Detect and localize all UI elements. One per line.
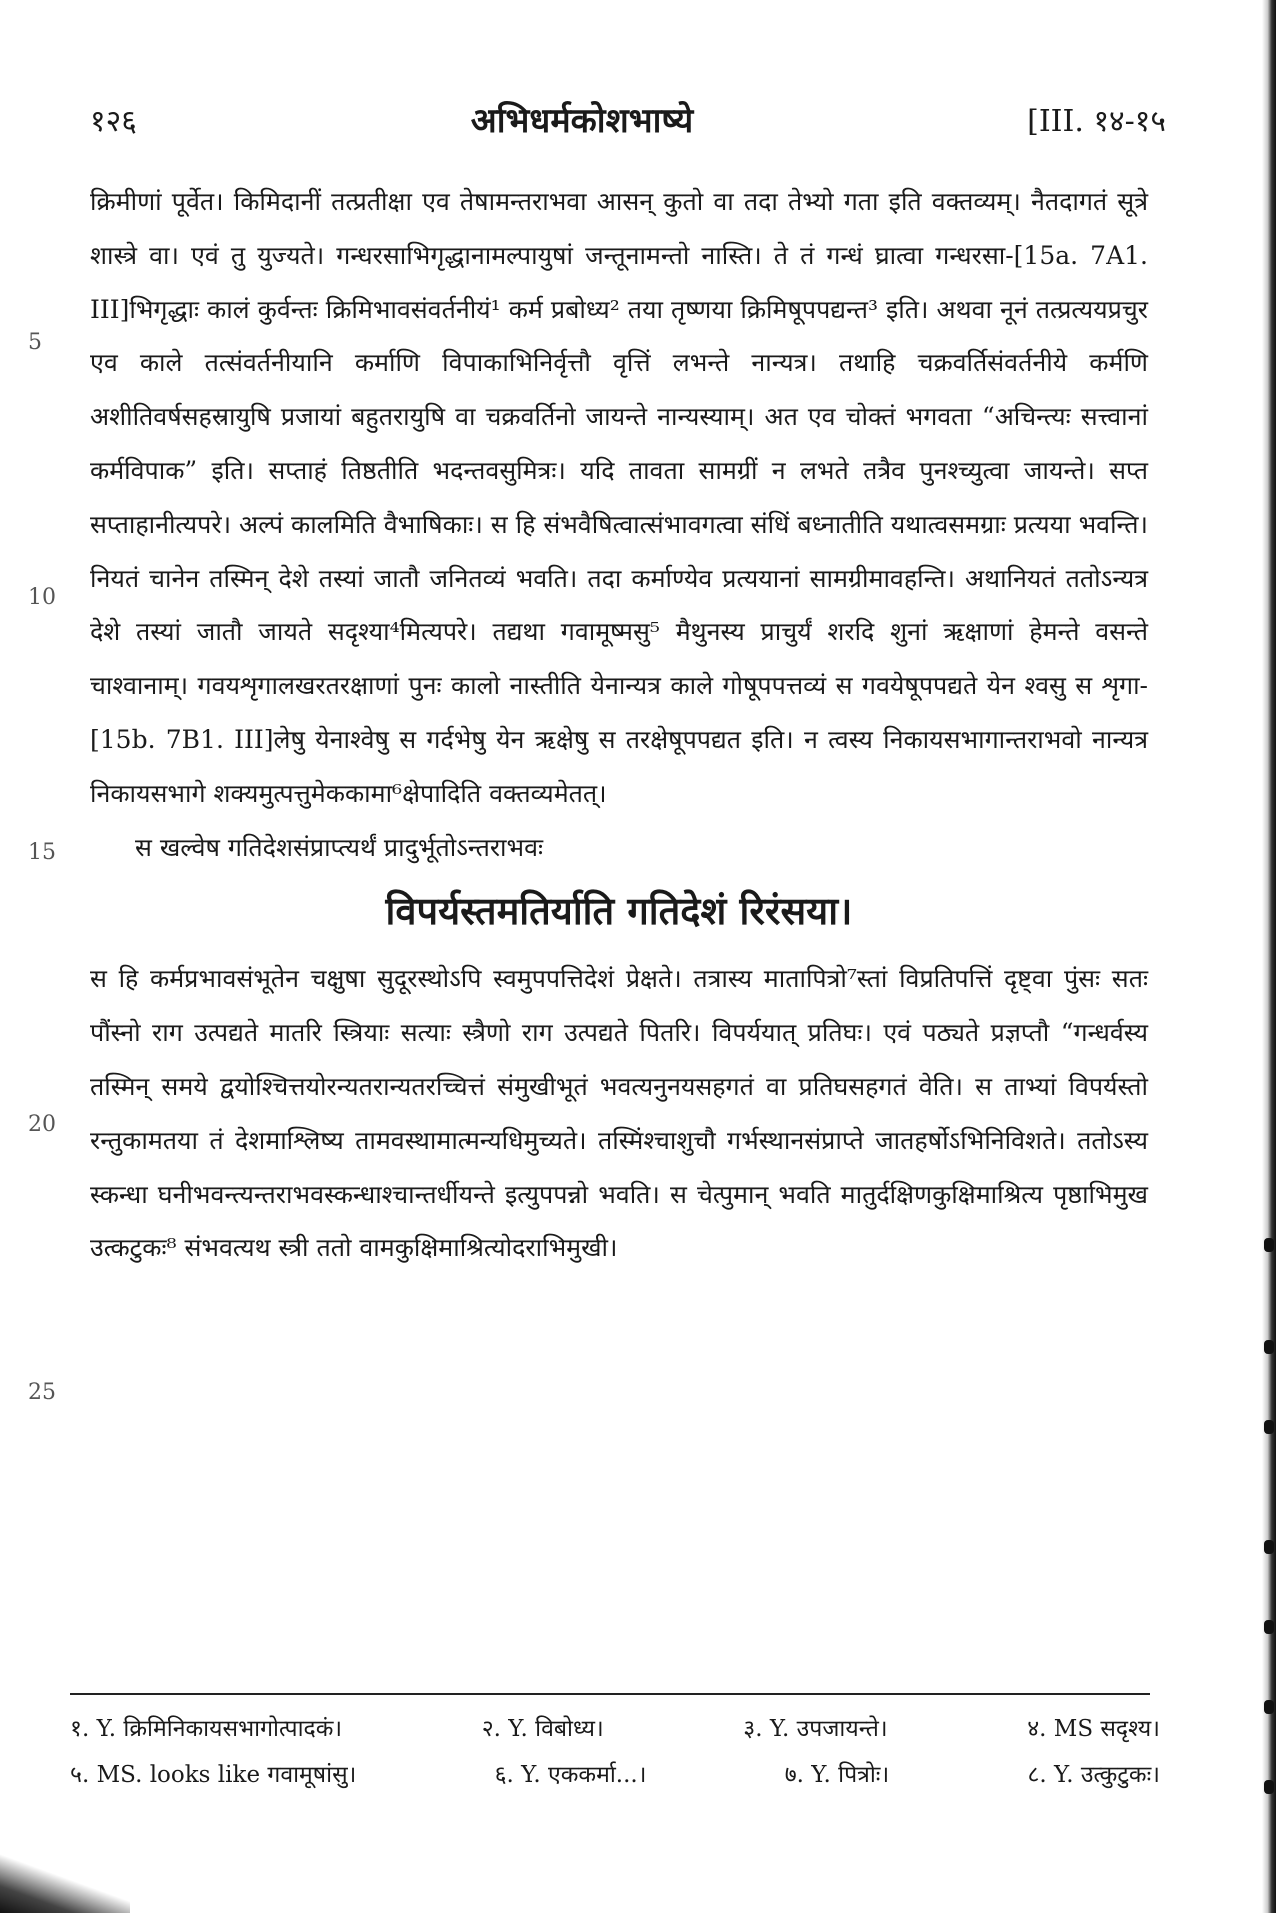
scan-mark	[1264, 1780, 1274, 1794]
scan-mark	[1264, 1238, 1274, 1252]
scan-corner-shadow	[0, 1853, 130, 1913]
footnote-3: ३. Y. उपजायन्ते।	[743, 1716, 888, 1742]
paragraph-2: स खल्वेष गतिदेशसंप्राप्त्यर्थं प्रादुर्भूतोऽन्तराभवः	[135, 832, 544, 862]
scan-mark	[1264, 1620, 1274, 1634]
footnote-1: १. Y. क्रिमिनिकायसभागोत्पादकं।	[70, 1716, 343, 1742]
footnote-8: ८. Y. उत्कुटुकः।	[1027, 1762, 1160, 1788]
footnote-4: ४. MS सदृश्य।	[1027, 1716, 1160, 1742]
footnote-divider	[70, 1693, 1150, 1695]
scan-mark	[1264, 1420, 1274, 1434]
paragraph-1: क्रिमीणां पूर्वेत। किमिदानीं तत्प्रतीक्षा एव तेषामन्तराभवा आसन् कुतो वा तदा तेभ्यो गता इति वक्तव्यम्। नैतदागतं सूत्रे शास्त्रे वा। एवं तु युज्यते। गन्धरसाभिगृद्धानामल्पायुषां जन्तूनामन्तो नास्ति। ते तं गन्धं घ्रात्वा गन्धरसा-[15a. 7A1. III]भिगृद्धाः कालं कुर्वन्तः क्रिमिभावसंवर्तनीयं¹ कर्म प्रबोध्य² तया तृष्णया क्रिमिषूपपद्यन्त³ इति। अथवा नूनं तत्प्रत्ययप्रचुर एव काले तत्संवर्तनीयानि कर्माणि विपाकाभिनिर्वृत्तौ वृत्तिं लभन्ते नान्यत्र। तथाहि चक्रवर्तिसंवर्तनीये कर्मणि अशीतिवर्षसहस्रायुषि प्रजायां बहुतरायुषि वा चक्रवर्तिनो जायन्ते नान्यस्याम्। अत एव चोक्तं भगवता “अचिन्त्यः सत्त्वानां कर्मविपाक” इति। सप्ताहं तिष्ठतीति भदन्तवसुमित्रः। यदि तावता सामग्रीं न लभते तत्रैव पुनश्च्युत्वा जायन्ते। सप्त सप्ताहानीत्यपरे। अल्पं कालमिति वैभाषिकाः। स हि संभवैषित्वात्संभावगत्वा संधिं बध्नातीति यथात्वसमग्राः प्रत्यया भवन्ति। नियतं चानेन तस्मिन् देशे तस्यां जातौ जनितव्यं भवति। तदा कर्माण्येव प्रत्ययानां सामग्रीमावहन्ति। अथानियतं ततोऽन्यत्र देशे तस्यां जातौ जायते सदृश्या⁴मित्यपरे। तद्यथा गवामूष्मसु⁵ मैथुनस्य प्राचुर्यं शरदि शुनां ऋक्षाणां हेमन्ते वसन्ते चाश्वानाम्। गवयशृगालखरतरक्षाणां पुनः कालो नास्तीति येनान्यत्र काले गोषूपपत्तव्यं स गवयेषूपपद्यते येन श्वसु स शृगा-[15b. 7B1. III]लेषु येनाश्वेषु स गर्दभेषु येन ऋक्षेषु स तरक्षेषूपपद्यत इति। न त्वस्य निकायसभागान्तराभवो नान्यत्र निकायसभागे शक्यमुत्पत्तुमेककामा⁶क्षेपादिति वक्तव्यमेतत्।	[90, 187, 1148, 808]
footnote-row-2	[70, 1752, 1160, 1798]
line-number-15: 15	[28, 840, 56, 865]
running-title: अभिधर्मकोशभाष्ये	[470, 101, 694, 141]
scan-mark	[1264, 1700, 1274, 1714]
footnote-2: २. Y. विबोध्य।	[481, 1716, 604, 1742]
line-number-20: 20	[28, 1112, 56, 1137]
footnotes	[70, 1706, 1160, 1798]
footnote-row-1	[70, 1706, 1160, 1752]
line-number-10: 10	[28, 585, 56, 610]
section-reference: [III. १४-१५	[1027, 103, 1166, 139]
paragraph-3: स हि कर्मप्रभावसंभूतेन चक्षुषा सुदूरस्थोऽपि स्वमुपपत्तिदेशं प्रेक्षते। तत्रास्य मातापित्रो⁷स्तां विप्रतिपत्तिं दृष्ट्वा पुंसः सतः पौंस्नो राग उत्पद्यते मातरि स्त्रियाः सत्याः स्त्रैणो राग उत्पद्यते पितरि। विपर्ययात् प्रतिघः। एवं पठ्यते प्रज्ञप्तौ “गन्धर्वस्य तस्मिन् समये द्वयोश्चित्तयोरन्यतरान्यतरच्चित्तं संमुखीभूतं भवत्यनुनयसहगतं वा प्रतिघसहगतं वेति। स ताभ्यां विपर्यस्तो रन्तुकामतया तं देशमाश्लिष्य तामवस्थामात्मन्यधिमुच्यते। तस्मिंश्चाशुचौ गर्भस्थानसंप्राप्ते जातहर्षोऽभिनिविशते। ततोऽस्य स्कन्धा घनीभवन्त्यन्तराभवस्कन्धाश्चान्तर्धीयन्ते इत्युपपन्नो भवति। स चेत्पुमान् भवति मातुर्दक्षिणकुक्षिमाश्रित्य पृष्ठाभिमुख उत्कटुकः⁸ संभवत्यथ स्त्री ततो वामकुक्षिमाश्रित्योदराभिमुखी।	[90, 964, 1148, 1263]
page-number: १२६	[90, 103, 137, 139]
karika-verse: विपर्यस्तमतिर्याति गतिदेशं रिरंसया।	[385, 888, 853, 934]
scan-mark	[1264, 1340, 1274, 1354]
main-text	[90, 175, 1148, 1275]
page-header	[90, 96, 1166, 142]
line-number-25: 25	[28, 1380, 56, 1405]
scan-mark	[1264, 1540, 1274, 1554]
line-number-5: 5	[28, 330, 42, 355]
footnote-6: ६. Y. एककर्मा...।	[494, 1762, 647, 1788]
footnote-7: ७. Y. पित्रोः।	[784, 1762, 890, 1788]
footnote-5: ५. MS. looks like गवामूषांसु।	[70, 1762, 357, 1788]
